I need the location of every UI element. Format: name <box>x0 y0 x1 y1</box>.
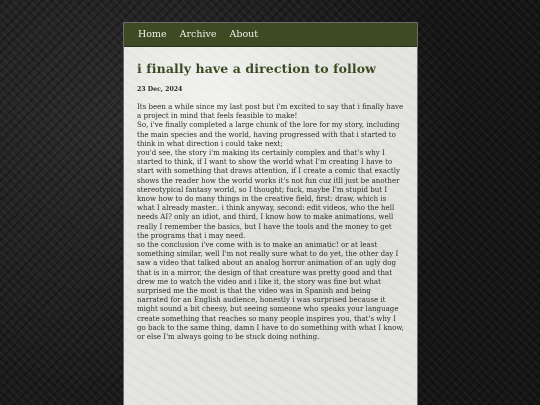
post-body <box>137 102 404 341</box>
post-paragraph: so the conclusion i've come with is to make an animatic! or at least something similar, well I'm not really sure what to do yet, the other day I saw a video that talked about an analog horror animation of an ugly dog that is in a mirror, the design of that creature was pretty good and that drew me to watch the video and i like it, the story was fine but what surprised me the most is that the video was in Spanish and being narrated for an English audience, honestly i was surprised because it might sound a bit cheesy, but seeing someone who speaks your language create something that reaches so many people inspires you, that's why I go back to the same thing, damn I have to do something with what I know, or else I'm always going to be stuck doing nothing. <box>137 240 404 342</box>
post-paragraph: Its been a while since my last post but i'm excited to say that i finally have a project in mind that feels feasible to make! <box>137 102 404 121</box>
nav-archive-link[interactable]: Archive <box>179 29 217 40</box>
post-title: i finally have a direction to follow <box>137 61 377 76</box>
top-navbar <box>124 23 417 47</box>
blog-post <box>124 47 417 341</box>
content-panel <box>123 22 418 405</box>
post-paragraph: you'd see, the story i'm making its certainly complex and that's why I started to think, if I want to show the world what I'm creating I have to start with something that draws attention, if I create a comic that exactly shows the reader how the world works it's not fun cuz itll just be another stereotypical fantasy world, so I thought; fuck, maybe I'm stupid but I know how to do many things in the creative field, first: draw, which is what I already master.. i think anyway, second: edit videos, who the hell needs AI? only an idiot, and third, I know how to make animations, well really I remember the basics, but I have the tools and the money to get the programs that i may need. <box>137 148 400 240</box>
nav-home-link[interactable]: Home <box>138 29 167 40</box>
nav-about-link[interactable]: About <box>229 29 259 40</box>
post-date: 23 Dec, 2024 <box>137 86 183 93</box>
post-paragraph: So, i've finally completed a large chunk of the lore for my story, including the main species and the world, having progressed with that i started to think in what direction i could take next; <box>137 120 400 148</box>
